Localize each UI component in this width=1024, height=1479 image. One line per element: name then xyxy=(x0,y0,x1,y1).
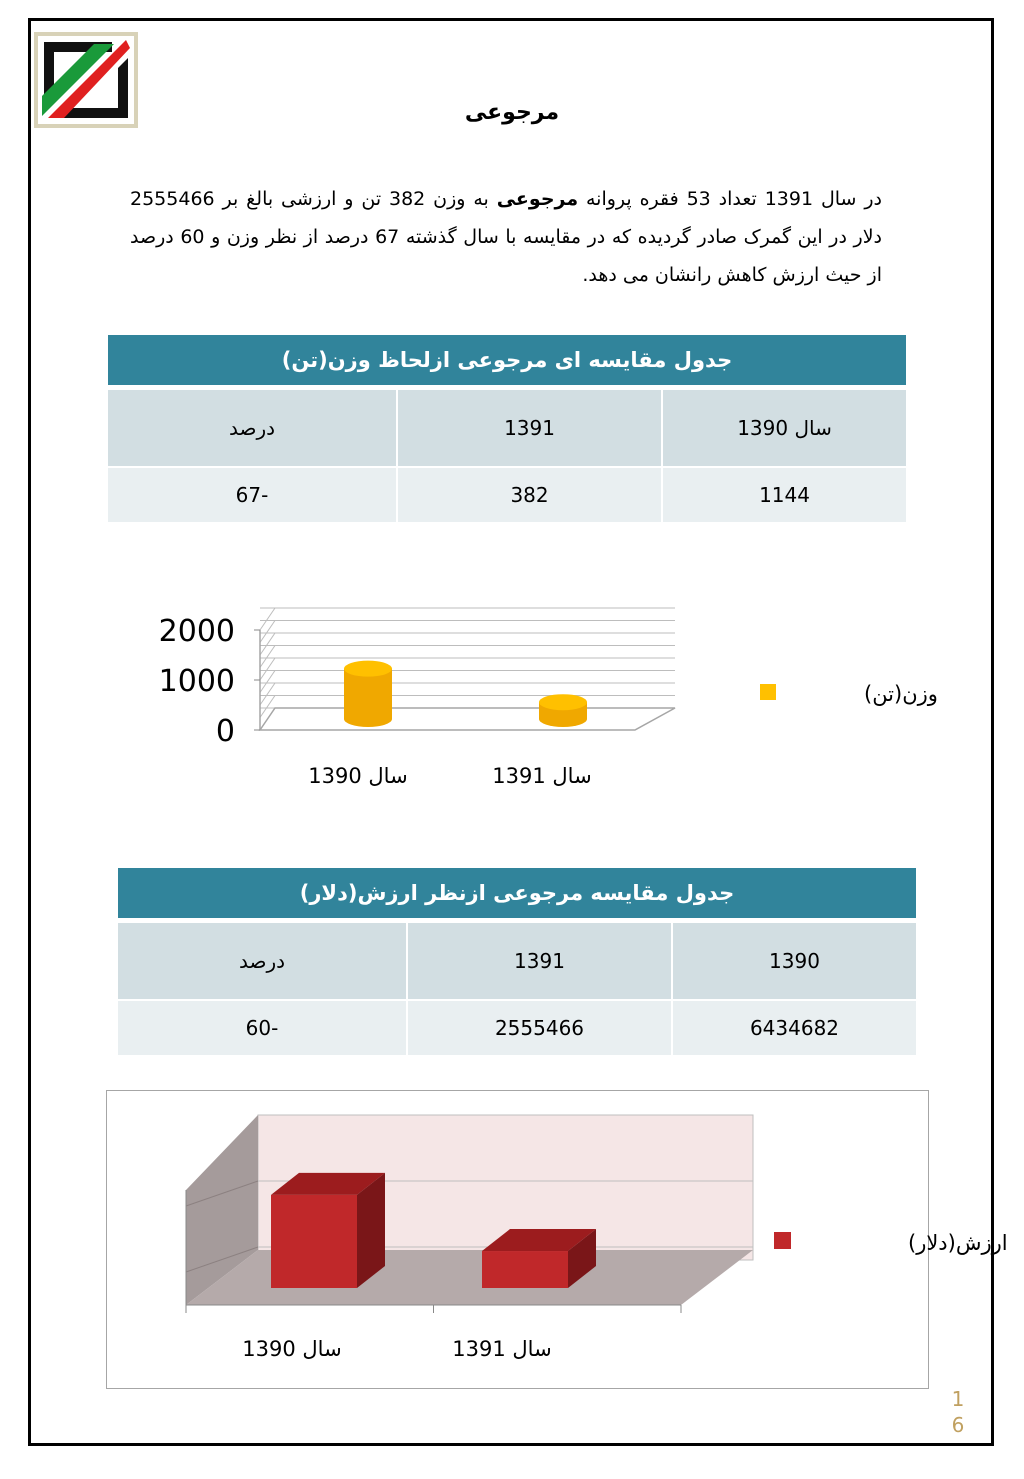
legend-swatch xyxy=(774,1232,791,1249)
value-table-title: جدول مقایسه مرجوعی ازنظر ارزش(دلار) xyxy=(118,868,916,920)
weight-table-cell: -67 xyxy=(108,467,397,522)
weight-table-title: جدول مقایسه ای مرجوعی ازلحاظ وزن(تن) xyxy=(108,335,906,387)
intro-paragraph xyxy=(130,180,882,294)
intro-text-bold: مرجوعی xyxy=(496,188,579,210)
y-tick-label: 0 xyxy=(215,714,235,749)
gridline xyxy=(260,646,275,668)
chart-floor xyxy=(260,708,675,730)
value-table-header: درصد xyxy=(118,920,407,1000)
page-number-digit: 1 xyxy=(951,1387,965,1411)
intro-text-1: در سال 1391 تعداد 53 فقره پروانه xyxy=(578,188,882,210)
legend-swatch xyxy=(760,684,776,700)
gridline xyxy=(260,658,275,680)
legend-label: وزن(تن) xyxy=(864,682,938,706)
gridline xyxy=(260,621,275,643)
cylinder-bar xyxy=(539,694,587,727)
weight-table-cell: 1144 xyxy=(662,467,906,522)
weight-table-header: سال 1390 xyxy=(662,387,906,467)
gridline xyxy=(260,608,275,630)
intro-text-2: به وزن 382 تن و ارزشی بالغ بر 2555466 دلار در این گمرک صادر گردیده که در مقایسه با سال گذشته 67 درصد از نظر وزن و 60 درصد از حیث ارزش کاهش رانشان می دهد. xyxy=(130,188,882,286)
legend-label: ارزش(دلار) xyxy=(908,1231,1008,1255)
page-number-digit: 6 xyxy=(951,1413,965,1437)
gridline xyxy=(260,633,275,655)
gridline xyxy=(260,683,275,705)
y-tick-label: 2000 xyxy=(158,614,235,649)
box-bar xyxy=(482,1229,596,1288)
value-table-cell: 2555466 xyxy=(407,1000,672,1055)
cylinder-bar xyxy=(344,661,392,727)
value-table-cell: 6434682 xyxy=(672,1000,916,1055)
x-tick-label: سال 1391 xyxy=(492,764,592,788)
weight-table-header: 1391 xyxy=(397,387,662,467)
value-table-cell: -60 xyxy=(118,1000,407,1055)
weight-table xyxy=(108,335,906,522)
y-tick-label: 1000 xyxy=(158,664,235,699)
value-table-header: 1391 xyxy=(407,920,672,1000)
value-table-header: 1390 xyxy=(672,920,916,1000)
value-chart xyxy=(106,1090,1008,1390)
weight-chart xyxy=(150,580,938,810)
weight-table-header: درصد xyxy=(108,387,397,467)
page-title: مرجوعی xyxy=(464,100,560,125)
value-table xyxy=(118,868,916,1055)
page-number xyxy=(948,1386,968,1438)
gridline xyxy=(260,671,275,693)
box-bar xyxy=(271,1173,385,1288)
x-tick-label: سال 1390 xyxy=(308,764,408,788)
weight-table-cell: 382 xyxy=(397,467,662,522)
x-tick-label: سال 1390 xyxy=(242,1337,342,1361)
x-tick-label: سال 1391 xyxy=(452,1337,552,1361)
